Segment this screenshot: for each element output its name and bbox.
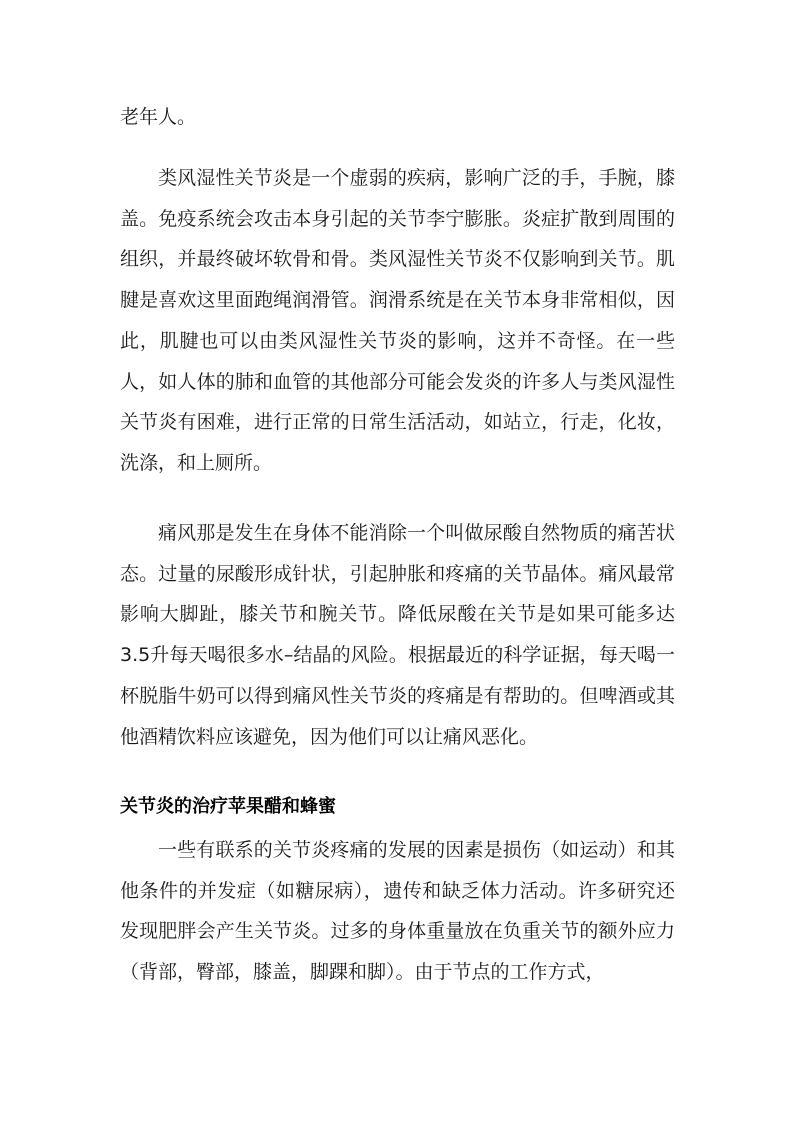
paragraph-rheumatoid-arthritis: 类风湿性关节炎是一个虚弱的疾病，影响广泛的手，手腕，膝盖。免疫系统会攻击本身引起的关节李宁膨胀。炎症扩散到周围的组织，并最终破坏软骨和骨。类风湿性关节炎不仅影响到关节。肌腱是喜欢这里面跑绳润滑管。润滑系统是在关节本身非常相似，因此，肌腱也可以由类风湿性关节炎的影响，这并不奇怪。在一些人，如人体的肺和血管的其他部分可能会发炎的许多人与类风湿性关节炎有困难，进行正常的日常生活活动，如站立，行走，化妆，洗涤，和上厕所。 bbox=[120, 167, 675, 474]
section-heading: 关节炎的治疗苹果醋和蜂蜜 bbox=[120, 796, 336, 817]
paragraph-gout: 痛风那是发生在身体不能消除一个叫做尿酸自然物质的痛苦状态。过量的尿酸形成针状，引起肿胀和疼痛的关节晶体。痛风最常影响大脚趾，膝关节和腕关节。降低尿酸在关节是如果可能多达3.5升每天喝很多水–结晶的风险。根据最近的科学证据，每天喝一杯脱脂牛奶可以得到痛风性关节炎的疼痛是有帮助的。但啤酒或其他酒精饮料应该避免，因为他们可以让痛风恶化。 bbox=[120, 522, 675, 748]
paragraph-causes: 一些有联系的关节炎疼痛的发展的因素是损伤（如运动）和其他条件的并发症（如糖尿病），遗传和缺乏体力活动。许多研究还发现肥胖会产生关节炎。过多的身体重量放在负重关节的额外应力（背部，臀部，膝盖，脚踝和脚）。由于节点的工作方式， bbox=[120, 839, 675, 984]
intro-line: 老年人。 bbox=[120, 106, 197, 128]
